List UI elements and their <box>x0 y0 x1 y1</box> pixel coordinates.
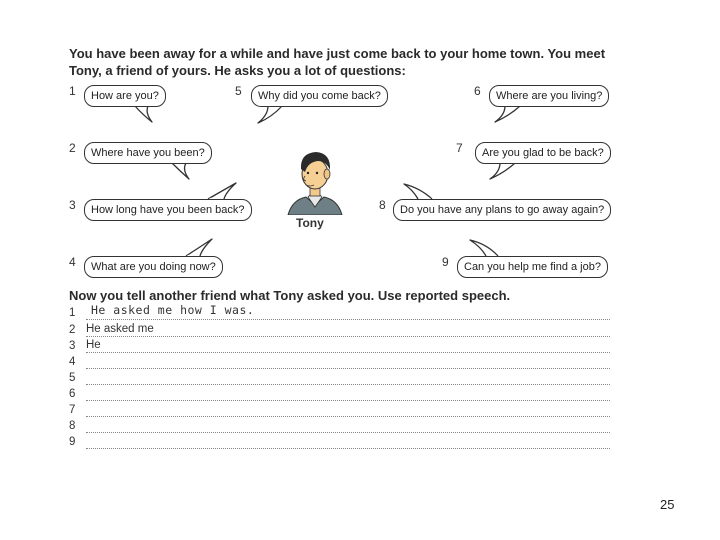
speech-bubble-question-9: Can you help me find a job? <box>457 256 608 278</box>
character-name: Tony <box>296 216 324 230</box>
answer-line-3[interactable] <box>69 340 610 356</box>
answer-number: 9 <box>69 436 76 448</box>
answer-number: 6 <box>69 388 76 400</box>
answer-number: 3 <box>69 340 76 352</box>
answer-line-8[interactable] <box>69 420 610 436</box>
speech-bubble-question-8: Do you have any plans to go away again? <box>393 199 611 221</box>
task-instruction: Now you tell another friend what Tony asked you. Use reported speech. <box>69 288 511 303</box>
writing-line <box>86 448 610 449</box>
answer-line-6[interactable] <box>69 388 610 404</box>
question-number: 2 <box>69 141 76 155</box>
question-number: 3 <box>69 198 76 212</box>
question-number: 5 <box>235 84 242 98</box>
answer-number: 4 <box>69 356 76 368</box>
handwritten-answer: He asked me how I was. <box>91 303 255 317</box>
writing-line <box>86 416 610 417</box>
question-number: 6 <box>474 84 481 98</box>
speech-bubble-question-3: How long have you been back? <box>84 199 252 221</box>
man-portrait-icon <box>284 145 346 215</box>
answer-number: 5 <box>69 372 76 384</box>
question-number: 9 <box>442 255 449 269</box>
writing-line <box>86 432 610 433</box>
answer-line-5[interactable] <box>69 372 610 388</box>
page-number: 25 <box>660 497 675 512</box>
answer-line-9[interactable] <box>69 436 610 452</box>
answer-number: 7 <box>69 404 76 416</box>
question-number: 4 <box>69 255 76 269</box>
question-number: 7 <box>456 141 463 155</box>
answer-number: 1 <box>69 307 76 319</box>
speech-bubble-question-4: What are you doing now? <box>84 256 223 278</box>
writing-line <box>86 319 610 320</box>
writing-line <box>86 400 610 401</box>
writing-line <box>86 368 610 369</box>
answer-line-7[interactable] <box>69 404 610 420</box>
answer-starter: He <box>86 339 101 351</box>
answer-number: 2 <box>69 324 76 336</box>
answer-line-1[interactable] <box>69 303 610 323</box>
answer-line-2[interactable] <box>69 324 610 340</box>
writing-line <box>86 336 610 337</box>
writing-line <box>86 384 610 385</box>
answer-line-4[interactable] <box>69 356 610 372</box>
question-number: 8 <box>379 198 386 212</box>
answer-starter: He asked me <box>86 323 154 335</box>
exercise-intro: You have been away for a while and have just come back to your home town. You meet Tony, a friend of yours. He asks you a lot of questions: <box>69 46 606 78</box>
question-number: 1 <box>69 84 76 98</box>
speech-bubble-question-6: Where are you living? <box>489 85 609 107</box>
writing-line <box>86 352 610 353</box>
speech-bubble-question-7: Are you glad to be back? <box>475 142 611 164</box>
speech-bubble-question-2: Where have you been? <box>84 142 212 164</box>
speech-bubble-question-1: How are you? <box>84 85 166 107</box>
answer-number: 8 <box>69 420 76 432</box>
speech-bubble-question-5: Why did you come back? <box>251 85 388 107</box>
